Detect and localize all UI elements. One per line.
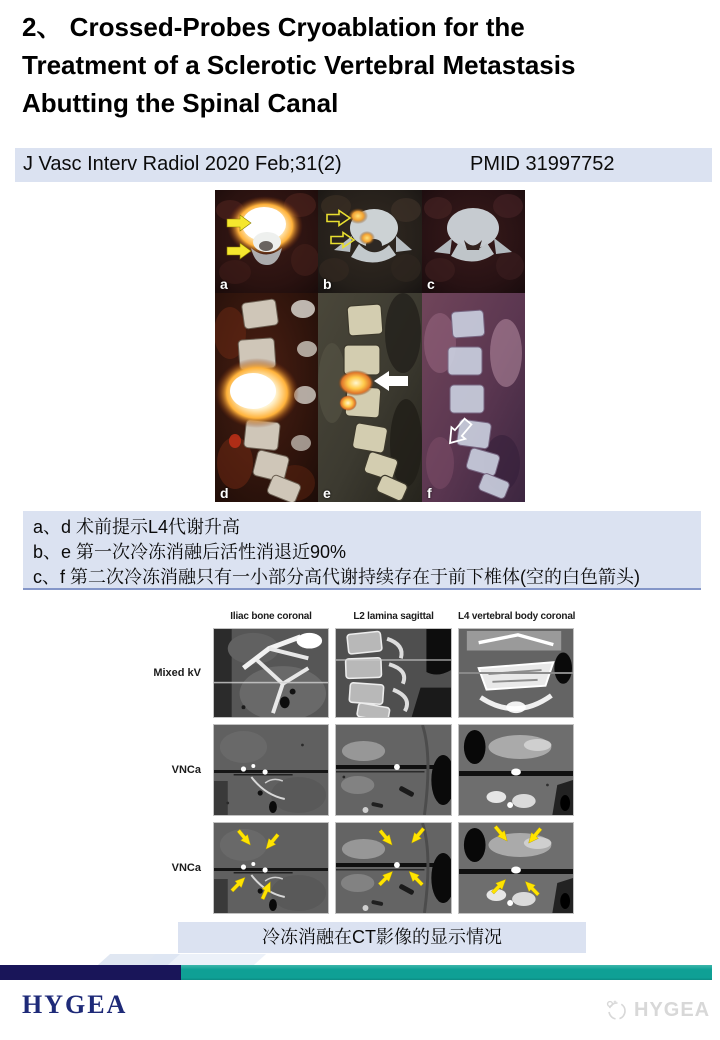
sagittal-petct-panel-e [318,293,422,502]
panel-label-c: c [427,276,435,292]
note-line-2: b、e 第一次冷冻消融后活性消退近90% [33,542,347,562]
row-label-mixed-kv: Mixed kV [153,667,201,679]
axial-petct-panel-b [318,190,422,293]
citation-bar [15,148,712,182]
slide-title [22,8,702,122]
panel-label-d: d [220,485,229,501]
ct-vnca-l4-image [458,724,574,816]
panel-label-e: e [323,485,331,501]
watermark-text: HYGEA [634,998,711,1021]
title-line-2: Treatment of a Sclerotic Vertebral Metastasis [22,50,576,80]
axial-petct-panel-a [215,190,318,293]
axial-petct-b-image [318,190,422,293]
footer-navy-bar [0,965,181,980]
panel-label-b: b [323,276,332,292]
figure-caption [178,922,586,953]
hygea-logo: HYGEA [22,990,128,1019]
ct-vnca-arrows-l4-image [458,822,574,914]
column-header-l4: L4 vertebral body coronal [458,611,576,622]
ct-mixedkv-l2-image [335,628,452,718]
pmid-number: PMID 31997752 [470,153,615,175]
ct-mixedkv-iliac-image [213,628,329,718]
note-line-3: c、f 第二次冷冻消融只有一小部分高代谢持续存在于前下椎体(空的白色箭头) [33,567,640,587]
ct-vnca-l2-image [335,724,452,816]
watermark-circle-icon [604,998,628,1022]
pet-ct-figure [215,190,525,502]
row-label-vnca-1: VNCa [171,764,201,776]
panel-label-a: a [220,276,228,292]
sagittal-petct-d-image [215,293,318,502]
sagittal-petct-panel-d [215,293,318,502]
ct-mixedkv-l4-image [458,628,574,718]
axial-petct-c-image [422,190,525,293]
sagittal-petct-e-image [318,293,422,502]
column-header-l2: L2 lamina sagittal [353,611,434,622]
ct-figure [142,601,578,914]
journal-citation: J Vasc Interv Radiol 2020 Feb;31(2) [23,153,342,175]
footer-teal-bar [181,965,712,980]
row-label-vnca-2: VNCa [171,862,201,874]
panel-label-f: f [427,485,432,501]
ct-vnca-arrows-l2-image [335,822,452,914]
ct-vnca-iliac-image [213,724,329,816]
note-line-1: a、d 术前提示L4代谢升高 [33,517,241,537]
ct-vnca-arrows-iliac-image [213,822,329,914]
watermark [604,998,710,1022]
notes-box [23,511,701,590]
sagittal-petct-panel-f [422,293,525,502]
column-header-iliac: Iliac bone coronal [230,611,312,622]
caption-text: 冷冻消融在CT影像的显示情况 [262,927,502,947]
sagittal-petct-f-image [422,293,525,502]
footer-swoosh-decoration [144,954,266,965]
axial-petct-a-image [215,190,318,293]
title-line-1: 2、 Crossed-Probes Cryoablation for the [22,12,525,42]
title-line-3: Abutting the Spinal Canal [22,88,339,118]
axial-petct-panel-c [422,190,525,293]
